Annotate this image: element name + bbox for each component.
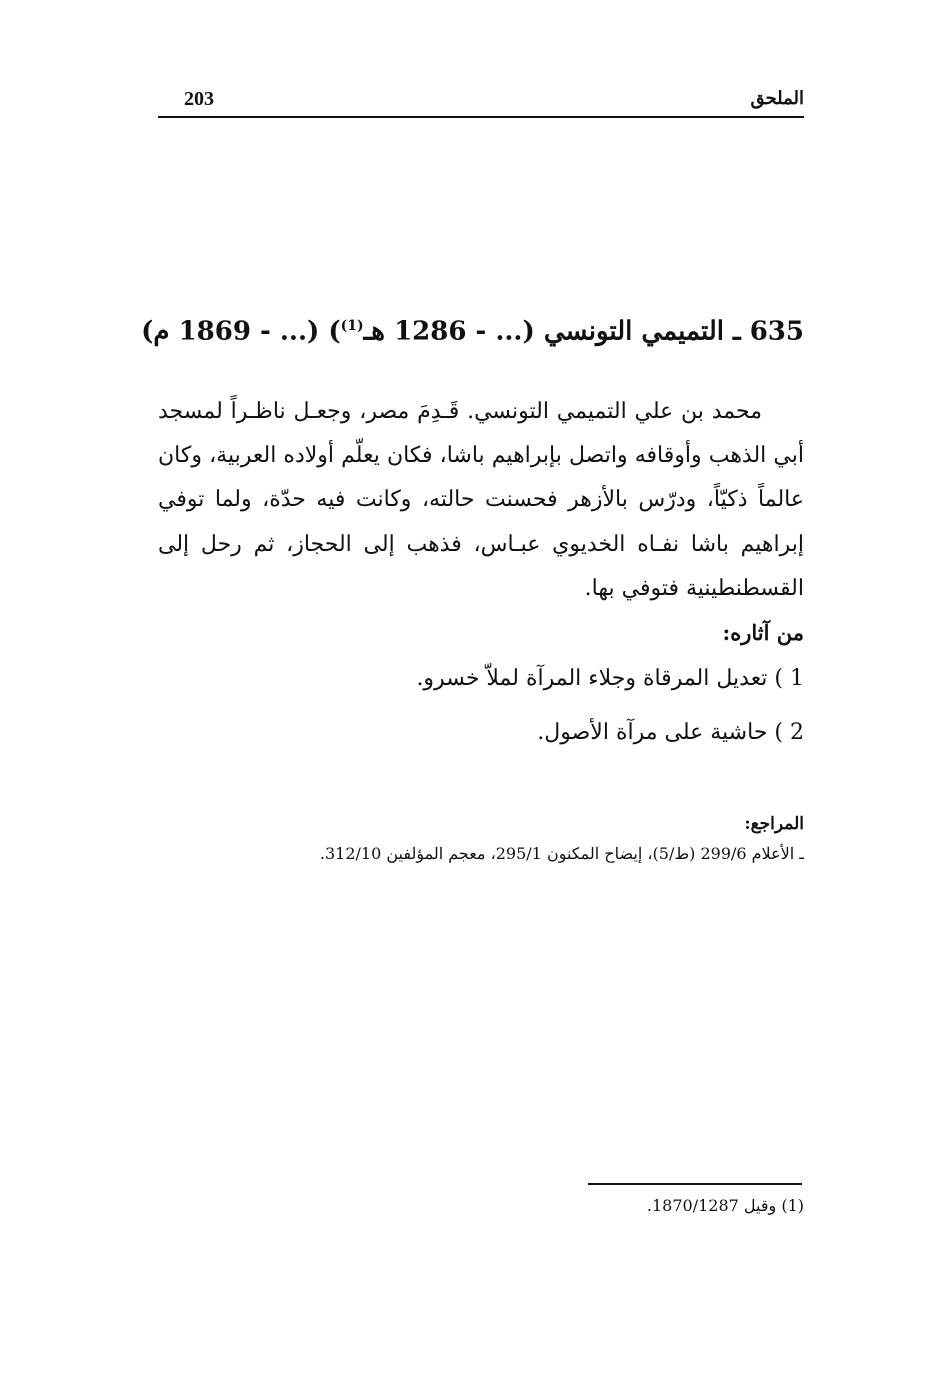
running-header [158, 86, 804, 118]
entry-title-text: 635 ـ التميمي التونسي (... - 1286 هـ [363, 316, 804, 347]
entry-body [158, 390, 804, 611]
works-list [158, 662, 804, 770]
footnote: (1) وقيل 1870/1287. [646, 1196, 804, 1215]
references-heading: المراجع: [744, 814, 804, 834]
entry-title [141, 302, 804, 356]
list-item: 2 ) حاشية على مرآة الأصول. [537, 720, 804, 745]
footnote-marker: (1) [340, 318, 364, 334]
works-heading: من آثاره: [722, 620, 804, 645]
list-item: 1 ) تعديل المرقاة وجلاء المرآة لملاّ خسرو. [416, 666, 804, 691]
entry-title-end: ) (... - 1869 م) [141, 316, 341, 347]
footnote-divider [588, 1183, 802, 1185]
entry-body-text: محمد بن علي التميمي التونسي. قَـدِمَ مصر، وجعـل ناظـراً لمسجد أبي الذهب وأوقافه واتصل بإبراهيم باشا، فكان يعلّم أولاده العربية، وكان عالماً ذكيّاً، ودرّس بالأزهر فحسنت حالته، وكانت فيه حدّة، ولما توفي إبراهيم باشا نفـاه الخديوي عبـاس، فذهب إلى الحجاز، ثم رحل إلى القسطنطينية فتوفي بها. [158, 399, 804, 601]
section-name: الملحق [750, 88, 804, 109]
page-number: 203 [184, 88, 214, 110]
references-line: ـ الأعلام 299/6 (ط/5)، إيضاح المكنون 295/1، معجم المؤلفين 312/10. [319, 844, 804, 863]
